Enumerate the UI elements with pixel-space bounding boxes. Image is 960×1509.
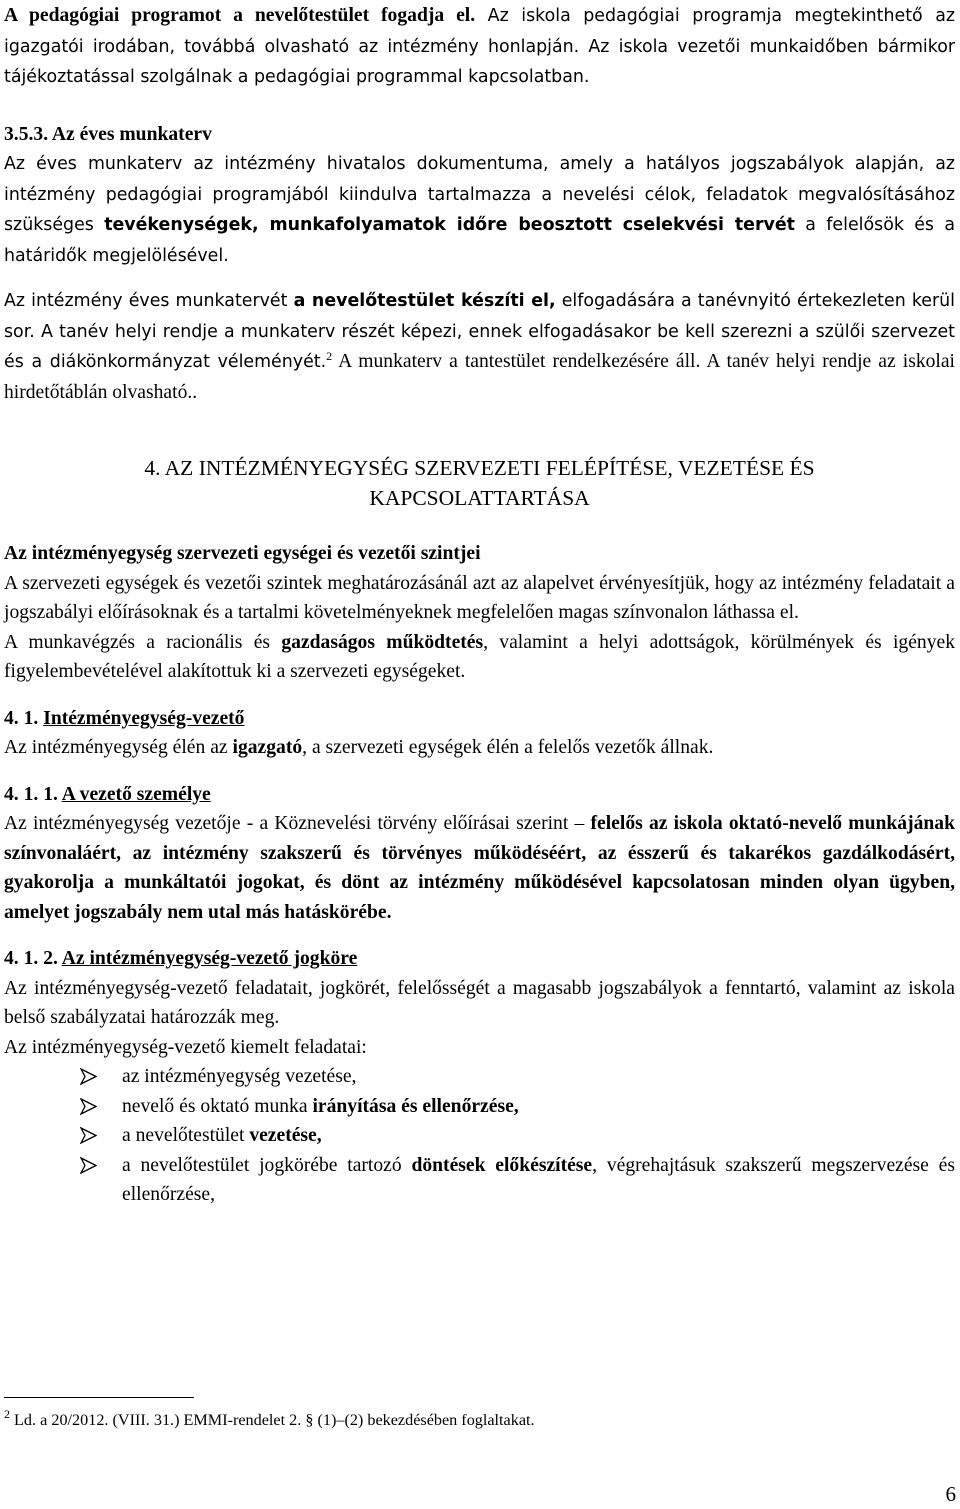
list-item-bold: vezetése, [249, 1125, 322, 1146]
list-item [4, 1121, 955, 1151]
leader-person-paragraph [4, 809, 955, 927]
document-page [4, 0, 955, 1210]
intro-text: Az iskola pedagógiai programja megtekinthető az igazgatói irodában, továbbá olvasható az intézmény honlapján. Az iskola vezetői munkaidőben bármikor tájékoztatással szolgálnak a pedagógiai programmal kapcsolatban. [4, 6, 956, 87]
intro-paragraph [4, 1, 955, 93]
footnote [4, 1409, 535, 1431]
leader-person-text: Az intézményegység vezetője - a Köznevelési törvény előírásai szerint – [4, 813, 591, 834]
munkaterv-p1-bold: tevékenységek, munkafolyamatok időre beosztott cselekvési tervét [104, 215, 795, 235]
units-p2-text: A munkavégzés a racionális és [4, 631, 282, 653]
authority-paragraph-1: Az intézményegység-vezető feladatait, jogkörét, felelősségét a magasabb jogszabályok a fenntartó, valamint az iskola belső szabályzatai határozzák meg. [4, 977, 955, 1028]
list-item [4, 1151, 955, 1210]
arrowhead-bullet-icon [80, 1127, 97, 1144]
chapter-heading [4, 453, 955, 513]
chapter-heading-line-1: 4. AZ INTÉZMÉNYEGYSÉG SZERVEZETI FELÉPÍTÉSE, VEZETÉSE ÉS [144, 456, 815, 480]
list-item [4, 1062, 955, 1092]
list-item-text: a nevelőtestület jogkörébe tartozó [122, 1154, 412, 1176]
leader-paragraph [4, 733, 955, 763]
leader-text: Az intézményegység élén az [4, 737, 233, 758]
authority-paragraph-2: Az intézményegység-vezető kiemelt feladatai: [4, 1036, 367, 1058]
footnote-divider [4, 1397, 194, 1398]
leader-person-bold: felelős az iskola oktató-nevelő munkájának színvonaláért, az intézmény szakszerű és törvényes működéséért, az ésszerű és takarékos gazdálkodásért, gyakorolja a munkáltatói jogokat, és dönt az intézmény működésével kapcsolatosan minden olyan ügyben, amelyet jogszabály nem utal más hatáskörébe. [4, 813, 955, 923]
munkaterv-p2-bold: a nevelőtestület készíti el, [293, 291, 556, 311]
footnote-text: Ld. a 20/2012. (VIII. 31.) EMMI-rendelet 2. § (1)–(2) bekezdésében foglaltakat. [10, 1411, 535, 1429]
page-number: 6 [945, 1482, 956, 1506]
munkaterv-p2-text: Az intézmény éves munkatervét [4, 291, 294, 311]
munkaterv-paragraph-1 [4, 149, 955, 271]
list-item-text: az intézményegység vezetése, [122, 1066, 357, 1087]
section-title: Az intézményegység-vezető jogköre [61, 948, 358, 969]
list-item-bold: irányítása és ellenőrzése, [312, 1095, 519, 1117]
section-heading-4-1-1 [4, 780, 955, 810]
section-number: 4. 1. [4, 707, 44, 729]
leader-bold: igazgató [232, 737, 303, 758]
munkaterv-p1-text: Az éves munkaterv az intézmény hivatalos dokumentuma, amely a hatályos jogszabályok alapján, az intézmény pedagógiai programjából kiindulva tartalmazza a nevelési célok, feladatok megvalósításához szükséges [4, 154, 955, 235]
section-title: Intézményegység-vezető [43, 707, 245, 729]
list-item-text: nevelő és oktató munka [122, 1095, 313, 1117]
section-title: A vezető személye [61, 783, 211, 805]
units-paragraph-1: A szervezeti egységek és vezetői szintek meghatározásánál azt az alapelvet érvényesítjük, hogy az intézmény feladatait a jogszabályi előírásoknak és a tartalmi követelményeknek megfelelően magas színvonalon láthassa el. [4, 572, 955, 623]
footnote-number: 2 [4, 1407, 10, 1421]
sub-heading-units: Az intézményegység szervezeti egységei és vezetői szintjei [4, 543, 481, 564]
section-number: 4. 1. 1. [4, 783, 62, 805]
munkaterv-p2-text-2: elfogadására a tanévnyitó értekezleten kerül sor. A tanév helyi rendje a munkaterv részét képezi, ennek elfogadásakor be kell szerezni a szülői szervezet és a diákönkormányzat véleményét. [4, 291, 955, 372]
list-item-end: , végrehajtásuk szakszerű megszervezése és ellenőrzése, [122, 1154, 955, 1205]
leader-end: , a szervezeti egységek élén a felelős vezetők állnak. [302, 737, 714, 758]
munkaterv-p1-end: a felelősök és a határidők megjelölésével. [4, 215, 955, 266]
section-heading-4-1 [4, 704, 955, 734]
munkaterv-p2-end: A munkaterv a tantestület rendelkezésére áll. A tanév helyi rendje az iskolai hirdetőtáblán olvasható.. [4, 351, 955, 403]
list-item-bold: döntések előkészítése [411, 1154, 593, 1176]
section-heading-3-5-3: 3.5.3. Az éves munkaterv [4, 123, 212, 145]
munkaterv-paragraph-2 [4, 286, 955, 407]
arrowhead-bullet-icon [80, 1098, 97, 1115]
intro-bold: A pedagógiai programot a nevelőtestület fogadja el. [4, 5, 476, 26]
arrowhead-bullet-icon [80, 1157, 97, 1174]
list-item-text: a nevelőtestület [122, 1125, 250, 1146]
footnote-ref: 2 [326, 349, 333, 363]
units-p2-bold: gazdaságos működtetés [281, 631, 484, 653]
section-number: 4. 1. 2. [4, 948, 62, 969]
section-heading-4-1-2 [4, 944, 955, 974]
chapter-heading-line-2: KAPCSOLATTARTÁSA [369, 486, 590, 510]
units-paragraph-2 [4, 628, 955, 687]
units-p2-end: , valamint a helyi adottságok, körülmények és igények figyelembevételével alakítottuk ki a szervezeti egységeket. [4, 631, 955, 682]
duties-list [4, 1062, 955, 1210]
list-item [4, 1092, 955, 1122]
arrowhead-bullet-icon [80, 1068, 97, 1085]
